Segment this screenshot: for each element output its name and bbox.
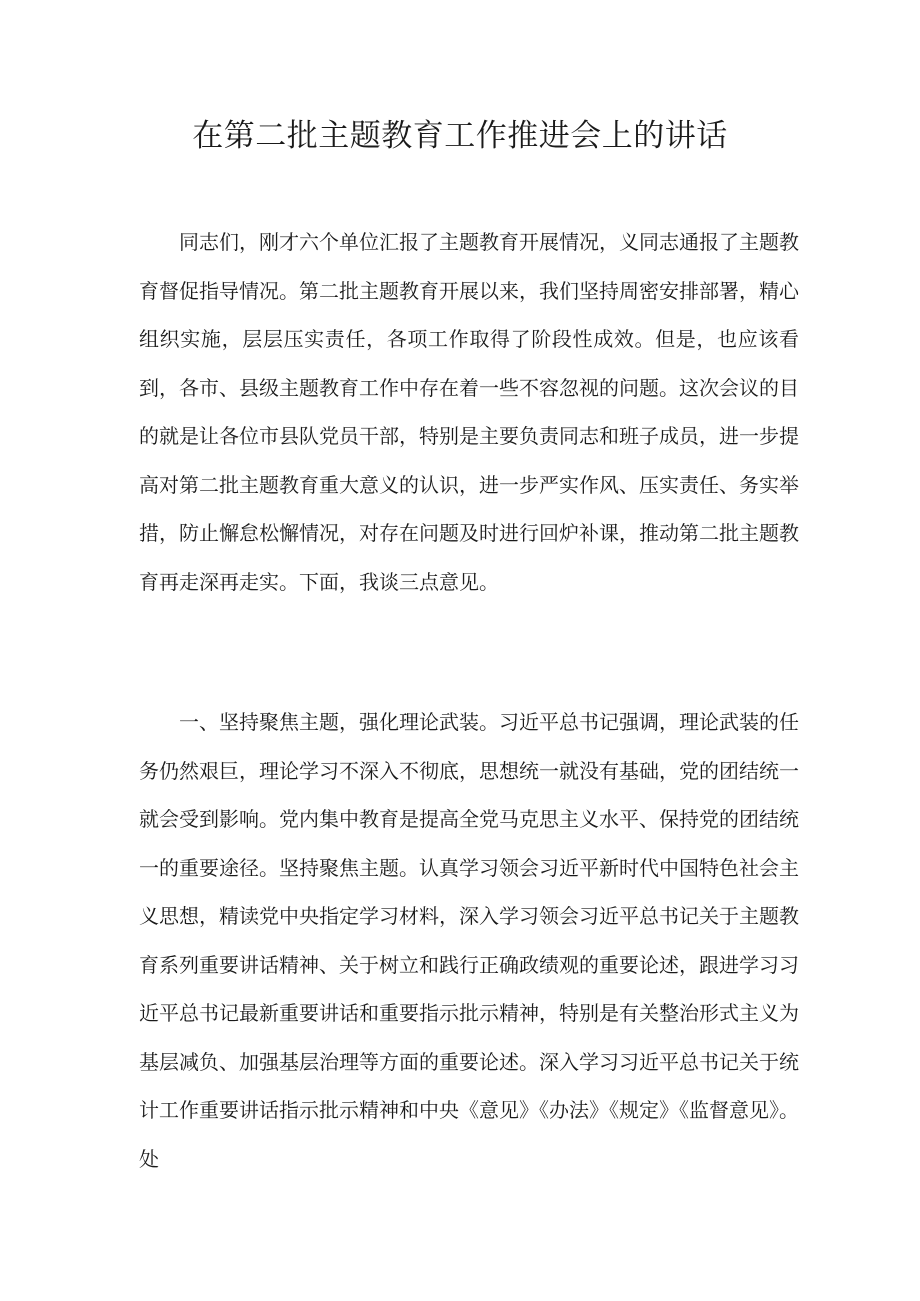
paragraph-section-one: 一、坚持聚焦主题，强化理论武装。习近平总书记强调，理论武装的任务仍然艰巨，理论学习不深入不彻底，思想统一就没有基础，党的团结统一就会受到影响。党内集中教育是提高全党马克思主义水平、保持党的团结统一的重要途径。坚持聚焦主题。认真学习领会习近平新时代中国特色社会主义思想，精读党中央指定学习材料，深入学习领会习近平总书记关于主题教育系列重要讲话精神、关于树立和践行正确政绩观的重要论述，跟进学习习近平总书记最新重要讲话和重要指示批示精神，特别是有关整治形式主义为基层减负、加强基层治理等方面的重要论述。深入学习习近平总书记关于统计工作重要讲话指示批示精神和中央《意见》《办法》《规定》《监督意见》。处 [139,710,799,1171]
paragraph-opening: 同志们，刚才六个单位汇报了主题教育开展情况，义同志通报了主题教育督促指导情况。第二批主题教育开展以来，我们坚持周密安排部署，精心组织实施，层层压实责任，各项工作取得了阶段性成效。但是，也应该看到，各市、县级主题教育工作中存在着一些不容忽视的问题。这次会议的目的就是让各位市县队党员干部，特别是主要负责同志和班子成员，进一步提高对第二批主题教育重大意义的认识，进一步严实作风、压实责任、务实举措，防止懈怠松懈情况，对存在问题及时进行回炉补课，推动第二批主题教育再走深再走实。下面，我谈三点意见。 [139,230,799,594]
page-title: 在第二批主题教育工作推进会上的讲话 [192,118,728,154]
